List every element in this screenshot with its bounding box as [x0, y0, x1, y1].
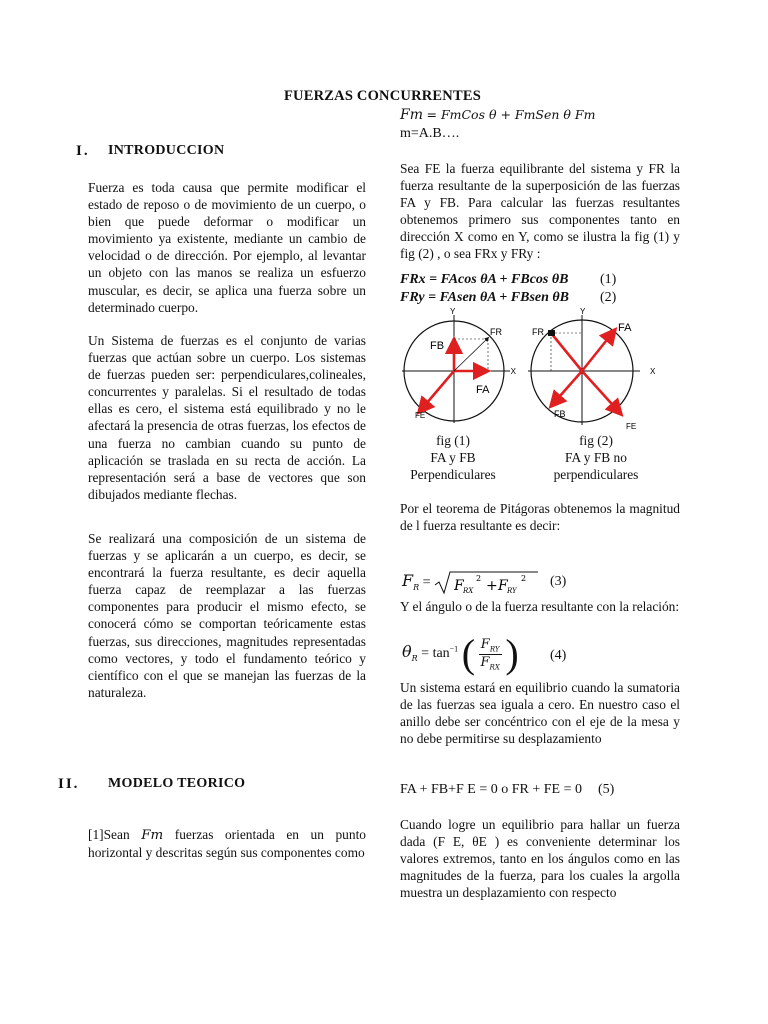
fig2-fa-arrow [582, 331, 614, 371]
eq0-lhs: Fm [400, 107, 423, 123]
eq0-rhs: = FmCos θ + FmSen θ Fm [426, 107, 596, 122]
eq3-number: (3) [550, 574, 567, 589]
fig2-label-fa: FA [618, 322, 632, 334]
fig2-caption-3: perpendiculares [553, 467, 639, 482]
fig2-caption-2: FA y FB no [565, 450, 627, 465]
fig1-label-fa: FA [476, 384, 490, 396]
svg-text:2: 2 [521, 574, 527, 583]
fig1-caption [398, 432, 508, 483]
right-paragraph-3: Y el ángulo o de la fuerza resultante con la relación: [400, 599, 680, 614]
intro-paragraph-3: Se realizará una composición de un sistema de fuerzas y se aplicarán a un cuerpo, es decir, se encontrará la fuerza resultante, es decir aquella fuerza capaz de reemplazar a las fuerzas componentes para producir el mismo efecto, se conocerá cómo se comportan teóricamente estas fuerzas, sus direcciones, magnitudes representadas como vectores, y todo el fundamento teórico y científico con el que se manejan las fuerzas de la naturaleza. [88, 531, 366, 700]
fig1-caption-2: FA y FB [430, 450, 476, 465]
eq4-number: (4) [550, 648, 567, 663]
section-title-modelo: MODELO TEORICO [108, 776, 246, 791]
svg-text:+: + [486, 578, 498, 594]
equation-3: $F_R$ = F RX 2 + F RY 2 (3) [402, 571, 567, 595]
fig1-label-fr: FR [490, 327, 502, 337]
eq1-number: (1) [600, 272, 617, 287]
equation-0 [400, 107, 595, 124]
fig1-label-x: X [510, 367, 516, 376]
svg-text:RY: RY [507, 587, 517, 595]
fig2-caption-1: fig (2) [579, 433, 613, 448]
eq2-text: FRy = FAsen θA + FBsen θB [400, 290, 569, 305]
figure-1 [398, 305, 518, 425]
fig1-fr-arrow [454, 338, 488, 371]
modelo-p1-prefix: [1]Sean [88, 827, 130, 842]
eq1-text: FRx = FAcos θA + FBcos θB [400, 272, 569, 287]
intro-paragraph-1: Fuerza es toda causa que permite modificar el estado de reposo o de movimiento de un cuerpo, o bien que puede deformar o modificar un movimiento ya existente, mediante un cambio de velocidad o de dirección. Por ejemplo, al levantar un objeto con las manos se realiza un esfuerzo muscular, es decir, se aplica una fuerza sobre un determinado cuerpo. [88, 180, 366, 315]
paper-title: FUERZAS CONCURRENTES [284, 88, 481, 104]
fig2-label-fr: FR [532, 327, 544, 337]
intro-paragraph-2: Un Sistema de fuerzas es el conjunto de varias fuerzas que actúan sobre un cuerpo. Los sistemas de fuerzas pueden ser: perpendiculares,colineales, concurrentes y paralelas. Si el resultado de todas ellas es cero, el sistema está equilibrado y no le afectará la presencia de otras fuerzas, los efectos de una fuerza no cambian cuando su punto de aplicación se traslada en su recta de acción. La representación será a base de vectores que son dibujados mediante flechas. [88, 333, 366, 502]
figure-2 [524, 305, 664, 430]
svg-text:RX: RX [463, 587, 474, 595]
right-paragraph-4: Un sistema estará en equilibrio cuando la sumatoria de las fuerzas sea iguala a cero. En nuestro caso el anillo debe ser concéntrico con el eje de la mesa y no debe permitirse su desplazamiento [400, 680, 680, 747]
equation-1 [400, 272, 617, 288]
fig2-fe-arrow [582, 371, 620, 413]
equation-2 [400, 290, 617, 306]
svg-text:2: 2 [476, 574, 482, 583]
equation-4: $\theta_R = \tan^{-1}$ ( $\frac{F_{RY}}{F_{RX}}$ ) (4) [402, 631, 567, 676]
fig2-caption [536, 432, 656, 483]
equation-0-line2: m=A.B…. [400, 126, 460, 141]
modelo-p1-var: Fm [141, 828, 164, 843]
fig2-fr-line [551, 333, 582, 371]
eq3-radical [434, 570, 540, 596]
eq5-text: FA + FB+F E = 0 o FR + FE = 0 [400, 782, 582, 797]
section-number-modelo: II. [58, 776, 80, 792]
modelo-paragraph-1 [88, 826, 366, 861]
equation-5 [400, 782, 615, 798]
fig1-label-fb: FB [430, 340, 445, 352]
right-paragraph-1: Sea FE la fuerza equilibrante del sistema y FR la fuerza resultante de la superposición de las fuerzas FA y FB. Para calcular las fuerzas resultantes obtenemos primero sus componentes tanto en dirección X como en Y, como se ilustra la fig (1) y fig (2) , o sea FRx y FRy : [400, 161, 680, 262]
section-number-intro: I. [76, 143, 90, 159]
right-paragraph-5: Cuando logre un equilibrio para hallar un fuerza dada (F E, θE ) es conveniente determinar los valores extremos, tanto en los ángulos como en las magnitudes de la fuerza, para los cuales la argolla muestra un desplazamiento con respecto [400, 817, 680, 901]
section-title-intro: INTRODUCCION [108, 143, 225, 158]
modelo-p1-rest: fuerzas orientada en un punto horizontal y descritas según sus componentes como [88, 827, 366, 861]
fig2-label-fe: FE [626, 422, 637, 430]
fig2-label-y: Y [580, 307, 586, 316]
fig2-fb-arrow [552, 371, 582, 405]
fig1-caption-1: fig (1) [436, 433, 470, 448]
fig1-fe-arrow [420, 371, 454, 411]
right-paragraph-2: Por el teorema de Pitágoras obtenemos la magnitud de l fuerza resultante es decir: [400, 501, 680, 534]
fig1-caption-3: Perpendiculares [410, 467, 496, 482]
fig2-label-x: X [650, 367, 656, 376]
eq5-number: (5) [598, 782, 615, 797]
fig2-label-fb: FB [554, 409, 566, 419]
eq2-number: (2) [600, 290, 617, 305]
fig1-label-y: Y [450, 307, 456, 316]
svg-text:F: F [498, 578, 508, 594]
svg-text:F: F [454, 578, 464, 594]
fig1-label-fe: FE [415, 411, 426, 420]
